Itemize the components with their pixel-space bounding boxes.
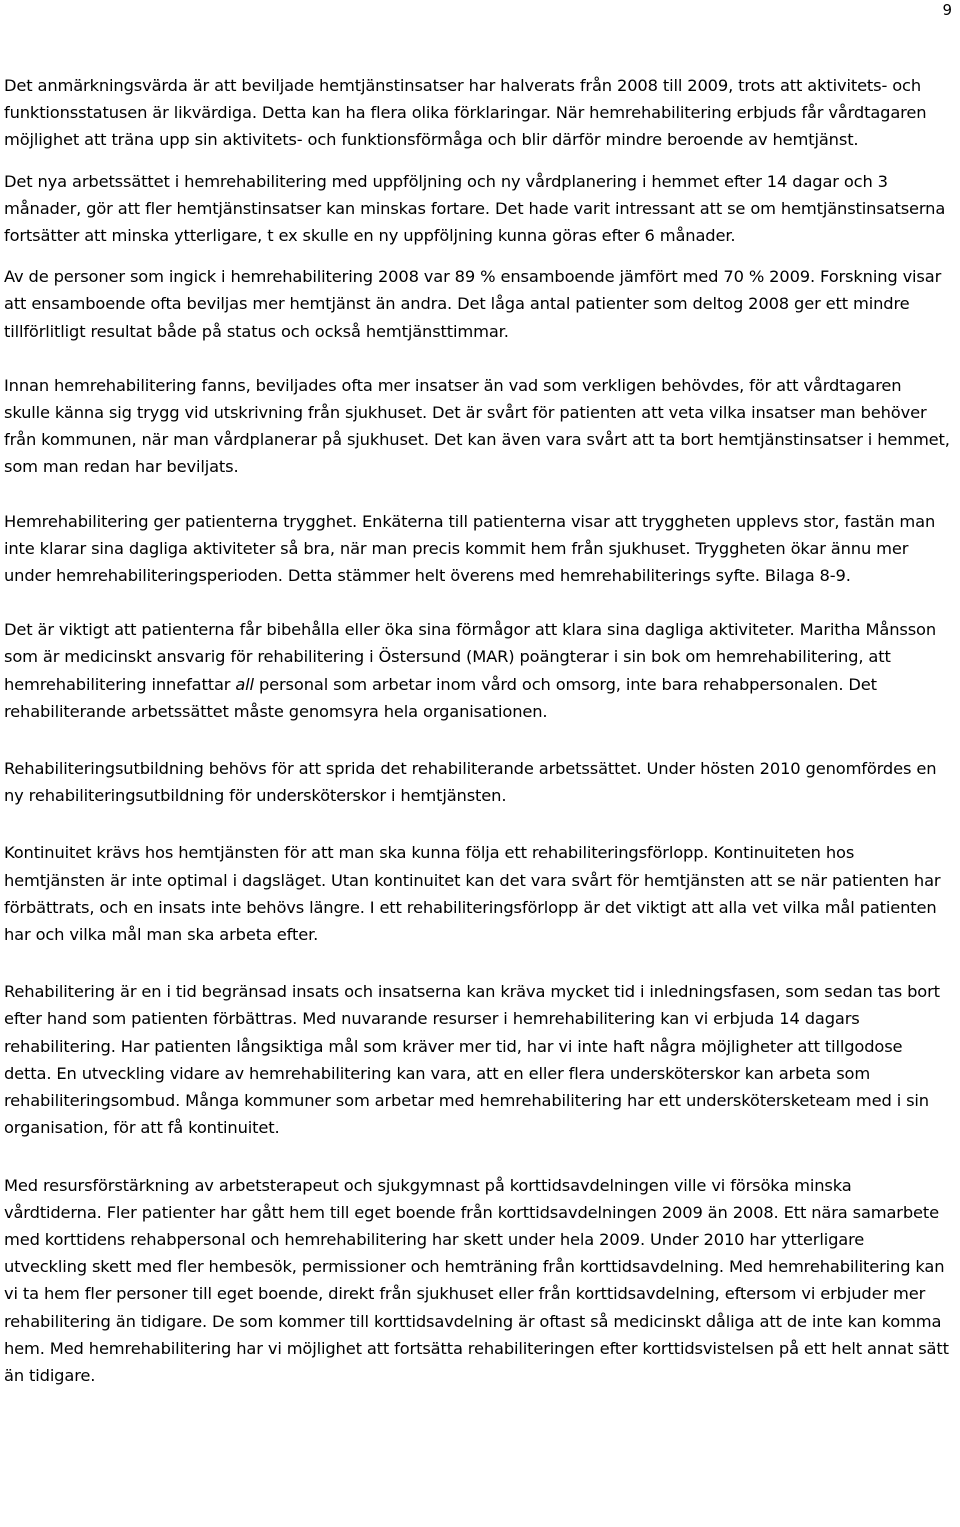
paragraph-rehabiliteringsutbildning: Rehabiliteringsutbildning behövs för att sprida det rehabiliterande arbetssättet. Under hösten 2010 genomfördes en ny rehabiliteringsutbildning för undersköterskor i hemtjänsten.: [4, 759, 937, 806]
emphasis-all: all: [235, 674, 254, 694]
paragraph-kontinuitet: Kontinuitet krävs hos hemtjänsten för att man ska kunna följa ett rehabiliteringsförlopp. Kontinuiteten hos hemtjänsten är inte optimal i dagsläget. Utan kontinuitet kan det vara svårt för hemtjänsten att se när patienten har förbättrats, och en insats inte behövs längre. I ett rehabiliteringsförlopp är det viktigt att alla vet vilka mål patienten har och vilka mål man ska arbeta efter.: [4, 843, 941, 945]
paragraph-formagor-text-before: Det är viktigt att patienterna får bibehålla eller öka sina förmågor att klara sina dagliga aktiviteter. Maritha Månsson som är medicinskt ansvarig för rehabilitering i Östersund (MAR) poängterar i sin bok om hemrehabilitering, att hemrehabilitering innefattar: [4, 620, 937, 694]
paragraph-nya-arbetssattet: Det nya arbetssättet i hemrehabilitering med uppföljning och ny vårdplanering i hemmet efter 14 dagar och 3 månader, gör att fler hemtjänstinsatser kan minskas fortare. Det hade varit intressant att se om hemtjänstinsatserna fortsätter att minska ytterligare, t ex skulle en ny uppföljning kunna göras efter 6 månader.: [4, 171, 946, 246]
paragraph-formagor-text-after: personal som arbetar inom vård och omsorg, inte bara rehabpersonalen. Det rehabiliterande arbetssättet måste genomsyra hela organisationen.: [4, 674, 877, 721]
paragraph-formagor: [4, 616, 952, 725]
document-body: [4, 72, 952, 1389]
paragraph-beviljade-insatser: Det anmärkningsvärda är att beviljade hemtjänstinsatser har halverats från 2008 till 2009, trots att aktivitets- och funktionsstatusen är likvärdiga. Detta kan ha flera olika förklaringar. När hemrehabilitering erbjuds får vårdtagaren möjlighet att träna upp sin aktivitets- och funktionsförmåga och blir därför mindre beroende av hemtjänst.: [4, 76, 927, 150]
paragraph-begransad-insats: Rehabilitering är en i tid begränsad insats och insatserna kan kräva mycket tid i inledningsfasen, som sedan tas bort efter hand som patienten förbättras. Med nuvarande resurser i hemrehabilitering kan vi erbjuda 14 dagars rehabilitering. Har patienten långsiktiga mål som kräver mer tid, har vi inte haft några möjligheter att tillgodose detta. En utveckling vidare av hemrehabilitering kan vara, att en eller flera undersköterskor kan arbeta som rehabiliteringsombud. Många kommuner som arbetar med hemrehabilitering har ett underskötersketeam med i sin organisation, för att få kontinuitet.: [4, 982, 940, 1138]
paragraph-resursforstarkning: Med resursförstärkning av arbetsterapeut och sjukgymnast på korttidsavdelningen ville vi försöka minska vårdtiderna. Fler patienter har gått hem till eget boende från korttidsavdelningen 2009 än 2008. Ett nära samarbete med korttidens rehabpersonal och hemrehabilitering har skett under hela 2009. Under 2010 har ytterligare utveckling skett med fler hembesök, permissioner och hemträning från korttidsavdelning. Med hemrehabilitering kan vi ta hem fler personer till eget boende, direkt från sjukhuset eller från korttidsavdelning, eftersom vi erbjuder mer rehabilitering än tidigare. De som kommer till korttidsavdelning är oftast så medicinskt dåliga att de inte kan komma hem. Med hemrehabilitering har vi möjlighet att fortsätta rehabiliteringen efter korttidsvistelsen på ett helt annat sätt än tidigare.: [4, 1175, 949, 1385]
paragraph-trygghet: Hemrehabilitering ger patienterna trygghet. Enkäterna till patienterna visar att tryggheten upplevs stor, fastän man inte klarar sina dagliga aktiviteter så bra, när man precis kommit hem från sjukhuset. Tryggheten ökar ännu mer under hemrehabiliteringsperioden. Detta stämmer helt överens med hemrehabiliterings syfte. Bilaga 8-9.: [4, 511, 936, 586]
paragraph-ensamboende: Av de personer som ingick i hemrehabilitering 2008 var 89 % ensamboende jämfört med 70 % 2009. Forskning visar att ensamboende ofta beviljas mer hemtjänst än andra. Det låga antal patienter som deltog 2008 ger ett mindre tillförlitligt resultat både på status och också hemtjänsttimmar.: [4, 267, 942, 341]
paragraph-innan-hemrehabilitering: Innan hemrehabilitering fanns, beviljades ofta mer insatser än vad som verkligen behövdes, för att vårdtagaren skulle känna sig trygg vid utskrivning från sjukhuset. Det är svårt för patienten att veta vilka insatser man behöver från kommunen, när man vårdplanerar på sjukhuset. Det kan även vara svårt att ta bort hemtjänstinsatser i hemmet, som man redan har beviljats.: [4, 375, 950, 477]
page-number: 9: [942, 1, 952, 19]
